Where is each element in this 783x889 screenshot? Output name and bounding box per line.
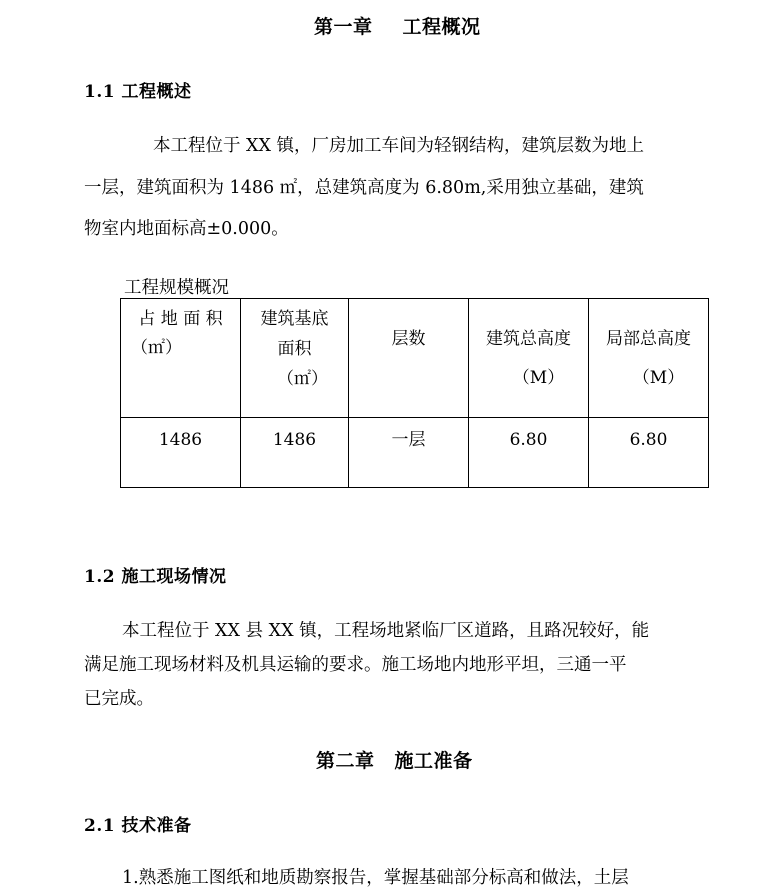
chapter-1-heading — [314, 12, 481, 39]
section-1-2-line-2: 满足施工现场材料及机具运输的要求。施工场地内地形平坦，三通一平 — [84, 655, 627, 675]
project-scale-table — [120, 298, 709, 488]
chapter-1-title: 工程概况 — [402, 16, 481, 38]
section-1-2-line-1: 本工程位于 XX 县 XX 镇，工程场地紧临厂区道路，且路况较好，能 — [122, 621, 650, 641]
header-text: 建筑总高度 — [486, 329, 571, 349]
header-cell-local-height — [589, 299, 709, 418]
chapter-2-number: 第二章 — [316, 750, 375, 772]
chapter-1-number: 第一章 — [314, 16, 373, 38]
table-header-row — [121, 299, 709, 418]
header-text: 面积 — [277, 339, 312, 359]
section-1-1-line-1: 本工程位于 XX 镇，厂房加工车间为轻钢结构，建筑层数为地上 — [153, 136, 645, 156]
header-cell-land-area — [121, 299, 241, 418]
cell-land-area — [121, 418, 241, 488]
header-text: 局部总高度 — [606, 329, 691, 349]
header-cell-base-area — [241, 299, 349, 418]
header-unit: （M） — [512, 368, 565, 388]
chapter-2-heading — [316, 746, 473, 773]
section-1-2-line-3: 已完成。 — [84, 689, 154, 709]
chapter-2-title: 施工准备 — [394, 750, 473, 772]
cell-floors — [349, 418, 469, 488]
cell-base-area — [241, 418, 349, 488]
section-2-1-heading: 2.1 技术准备 — [84, 816, 192, 836]
header-unit: （M） — [632, 368, 685, 388]
header-unit: （㎡） — [131, 338, 182, 358]
section-1-1-heading: 1.1 工程概述 — [84, 82, 192, 102]
header-cell-building-height — [469, 299, 589, 418]
table-row — [121, 418, 709, 488]
cell-value: 一层 — [391, 430, 426, 450]
cell-building-height — [469, 418, 589, 488]
section-1-1-line-2: 一层，建筑面积为 1486 ㎡，总建筑高度为 6.80m,采用独立基础，建筑 — [84, 178, 644, 198]
header-unit: （㎡） — [277, 369, 328, 389]
header-text: 建筑基底 — [260, 309, 329, 329]
header-text: 层数 — [391, 329, 426, 349]
header-cell-floors — [349, 299, 469, 418]
header-text: 占 地 面 积 — [138, 309, 223, 329]
table-caption: 工程规模概况 — [124, 278, 229, 298]
cell-value: 1486 — [272, 430, 317, 450]
cell-local-height — [589, 418, 709, 488]
cell-value: 6.80 — [629, 430, 668, 450]
cell-value: 1486 — [158, 430, 203, 450]
section-2-1-cutoff-line: 1.熟悉施工图纸和地质勘察报告，掌握基础部分标高和做法，土层 — [122, 868, 629, 888]
section-1-2-heading: 1.2 施工现场情况 — [84, 567, 227, 587]
section-1-1-line-3: 物室内地面标高±0.000。 — [84, 219, 289, 239]
cell-value: 6.80 — [509, 430, 548, 450]
